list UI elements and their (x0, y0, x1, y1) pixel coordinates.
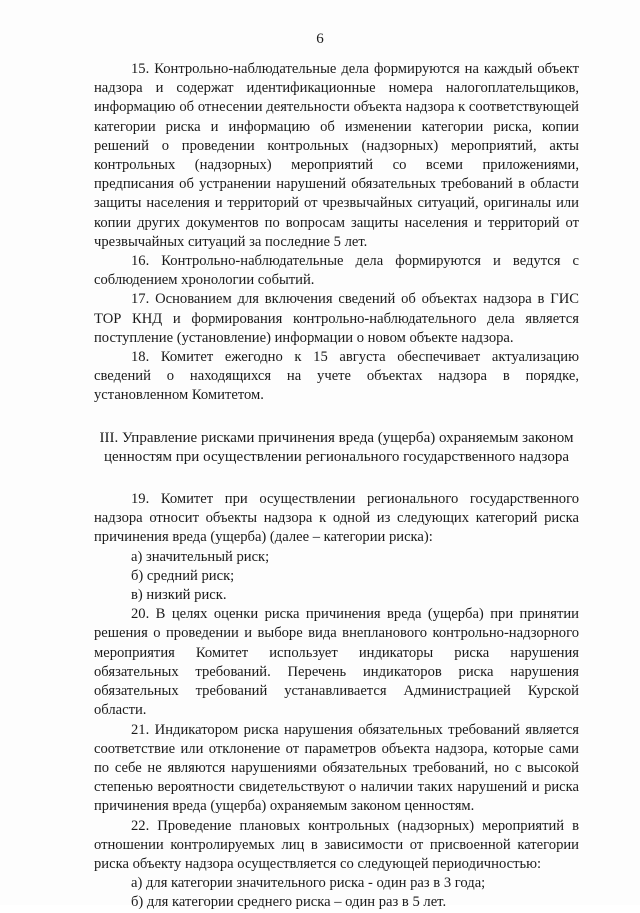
page-number: 6 (316, 31, 324, 47)
document-body (94, 60, 579, 913)
paragraph-19: 19. Комитет при осуществлении регионального государственного надзора относит объекты надзора к одной из следующих категорий риска причинения вреда (ущерба) (далее – категории риска): (94, 491, 579, 546)
paragraph-21: 21. Индикатором риска нарушения обязательных требований является соответствие или отклонение от параметров объекта надзора, которые сами по себе не являются нарушениями обязательных требований, но с высокой степенью вероятности свидетельствуют о наличии таких нарушений и риска причинения вреда (ущерба) охраняемым законом ценностям. (94, 721, 579, 815)
periodicity-item: б) для категории среднего риска – один раз в 5 лет. (131, 894, 447, 911)
risk-category-item: в) низкий риск. (131, 587, 227, 604)
section-heading: III. Управление рисками причинения вреда (ущерба) охраняемым законом ценностям при осуществлении регионального государственного надзора (99, 429, 574, 465)
paragraph-17: 17. Основанием для включения сведений об объектах надзора в ГИС ТОР КНД и формирования контрольно-наблюдательного дела является поступление (установление) информации о новом объекте надзора. (94, 291, 579, 346)
periodicity-item: а) для категории значительного риска - один раз в 3 года; (131, 875, 486, 892)
risk-category-item: а) значительный риск; (131, 548, 270, 565)
paragraph-20: 20. В целях оценки риска причинения вреда (ущерба) при принятии решения о проведении и выборе вида внепланового контрольно-надзорного мероприятия Комитет использует индикаторы риска нарушения обязательных требований. Перечень индикаторов риска нарушения обязательных требований устанавливается Администрацией Курской области. (94, 606, 579, 719)
risk-category-item: б) средний риск; (131, 567, 235, 584)
paragraph-16: 16. Контрольно-наблюдательные дела формируются и ведутся с соблюдением хронологии событий. (94, 253, 579, 289)
paragraph-15: 15. Контрольно-наблюдательные дела формируются на каждый объект надзора и содержат идентификационные номера налогоплательщиков, информацию об отнесении деятельности объекта надзора к соответствующей категории риска и информацию об изменении категории риска, копии решений о проведении контрольных (надзорных) мероприятий, акты контрольных (надзорных) мероприятий со всеми приложениями, предписания об устранении нарушений обязательных требований в области защиты населения и территорий от чрезвычайных ситуаций, оригиналы или копии других документов по вопросам защиты населения и территорий от чрезвычайных ситуаций за последние 5 лет. (94, 61, 579, 250)
paragraph-22: 22. Проведение плановых контрольных (надзорных) мероприятий в отношении контролируемых лиц в зависимости от присвоенной категории риска объекту надзора осуществляется со следующей периодичностью: (94, 817, 579, 872)
paragraph-18: 18. Комитет ежегодно к 15 августа обеспечивает актуализацию сведений о находящихся на учете объектах надзора в порядке, установленном Комитетом. (94, 349, 579, 404)
